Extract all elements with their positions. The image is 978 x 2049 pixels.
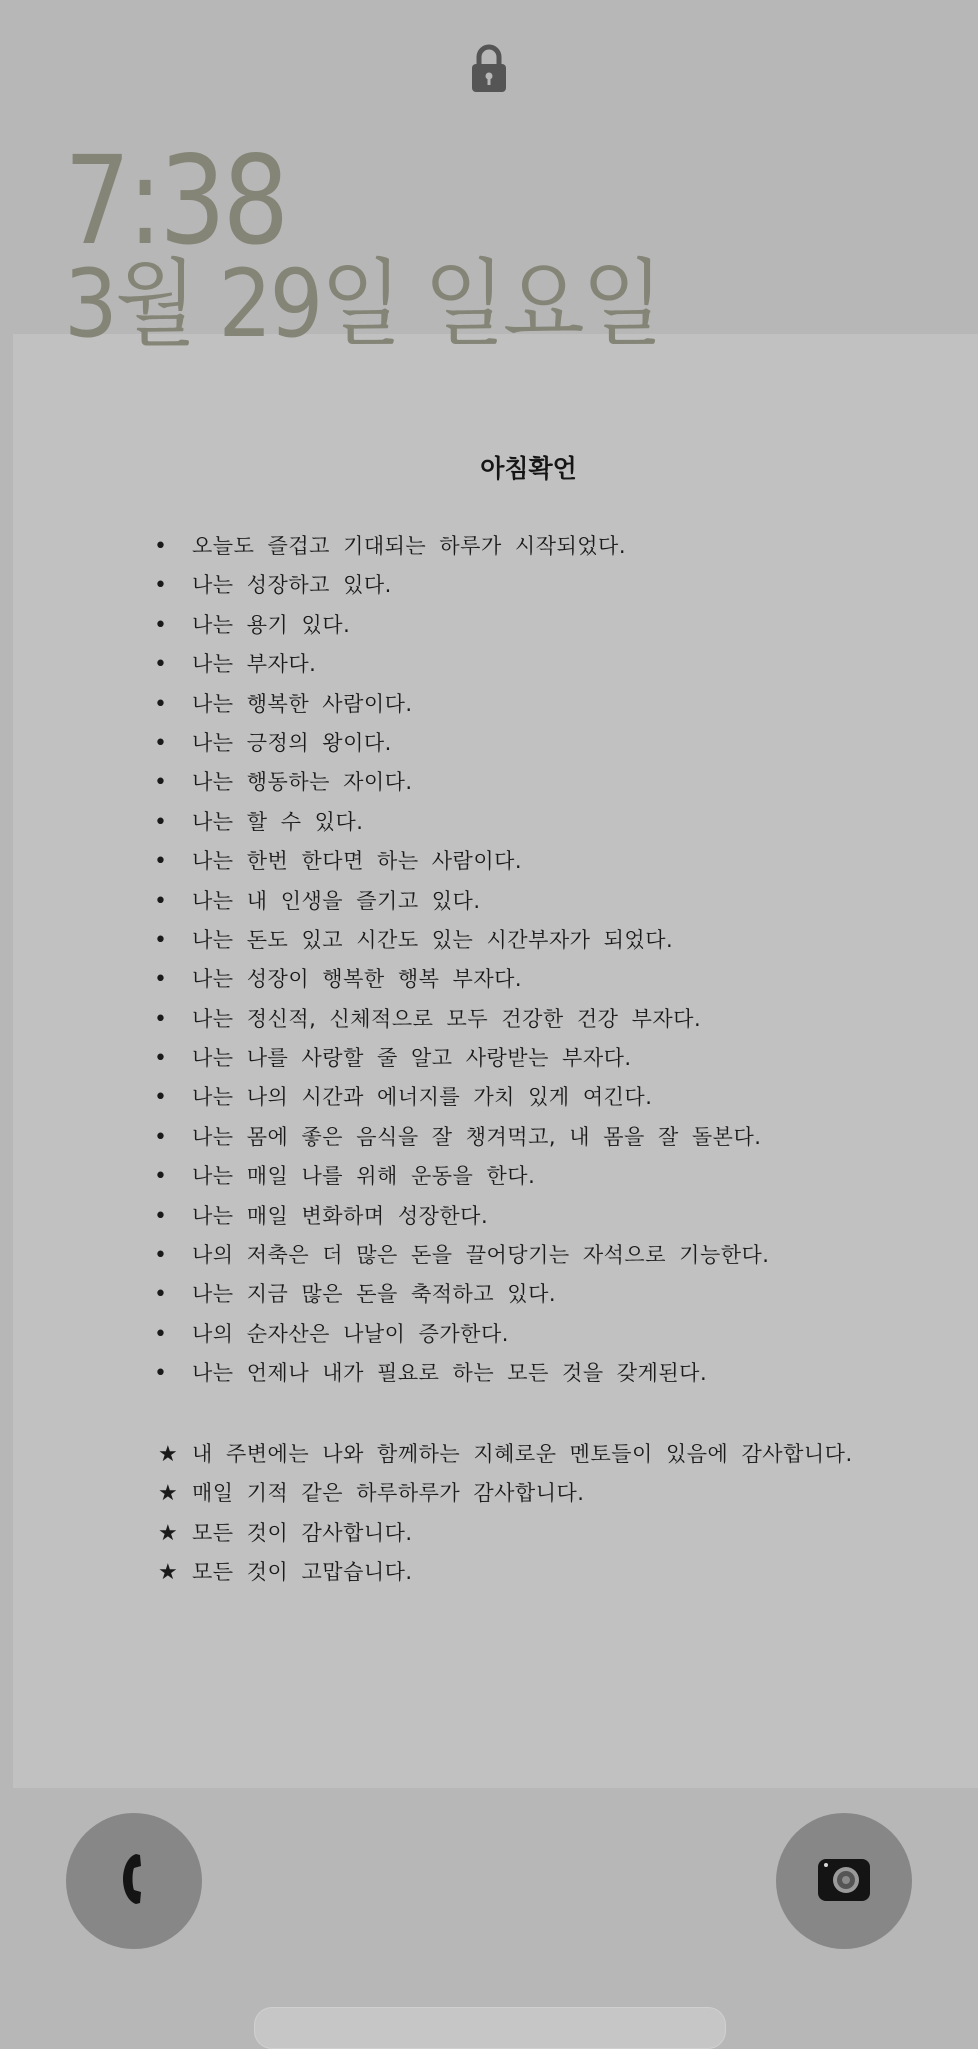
gratitude-item: ★ 매일 기적 같은 하루하루가 감사합니다. (158, 1474, 853, 1513)
affirmation-item: • 나의 저축은 더 많은 돈을 끌어당기는 자석으로 기능한다. (154, 1243, 770, 1269)
gratitude-item: ★ 모든 것이 고맙습니다. (158, 1553, 853, 1592)
affirmation-item: • 나는 성장하고 있다. (154, 573, 392, 599)
affirmation-item: • 나는 부자다. (154, 652, 317, 678)
affirmation-item: • 나는 매일 변화하며 성장한다. (154, 1203, 489, 1229)
home-indicator-handle[interactable] (254, 2007, 726, 2049)
affirmation-item: • 나는 성장이 행복한 행복 부자다. (154, 967, 523, 993)
affirmation-item: • 나는 나의 시간과 에너지를 가치 있게 여긴다. (154, 1085, 653, 1111)
lockscreen-clock: 7:38 (64, 130, 286, 272)
star-icon: ★ (158, 1442, 179, 1467)
affirmation-item: • 나는 지금 많은 돈을 축적하고 있다. (154, 1282, 557, 1308)
affirmation-item: • 나는 언제나 내가 필요로 하는 모든 것을 갖게된다. (154, 1361, 708, 1387)
lockscreen-date: 3월 29일 일요일 (64, 250, 661, 359)
gratitude-list (158, 1435, 853, 1593)
phone-shortcut-button[interactable] (66, 1813, 202, 1949)
padlock-icon (470, 43, 508, 93)
affirmation-item: • 나는 할 수 있다. (154, 809, 364, 835)
affirmation-item: • 나는 용기 있다. (154, 612, 351, 638)
star-icon: ★ (158, 1520, 179, 1546)
gratitude-item: ★ 내 주변에는 나와 함께하는 지혜로운 멘토들이 있음에 감사합니다. (158, 1435, 853, 1474)
affirmation-item: • 나는 매일 나를 위해 운동을 한다. (154, 1164, 536, 1190)
affirmation-item: • 오늘도 즐겁고 기대되는 하루가 시작되었다. (154, 534, 627, 559)
star-icon: ★ (158, 1560, 179, 1586)
note-title: 아침확언 (480, 454, 577, 483)
affirmation-item: • 나는 나를 사랑할 줄 알고 사랑받는 부자다. (154, 1046, 632, 1072)
phone-icon (119, 1851, 149, 1911)
affirmation-item: • 나는 행복한 사람이다. (154, 691, 413, 717)
affirmation-item: • 나는 내 인생을 즐기고 있다. (154, 888, 481, 914)
affirmation-item: • 나는 행동하는 자이다. (154, 770, 413, 796)
affirmation-list (154, 527, 769, 1394)
star-icon: ★ (158, 1481, 179, 1507)
camera-shortcut-button[interactable] (776, 1813, 912, 1949)
affirmation-item: • 나의 순자산은 나날이 증가한다. (154, 1321, 509, 1347)
affirmation-item: • 나는 긍정의 왕이다. (154, 730, 392, 756)
affirmation-item: • 나는 정신적, 신체적으로 모두 건강한 건강 부자다. (154, 1006, 702, 1032)
gratitude-item: ★ 모든 것이 감사합니다. (158, 1514, 853, 1553)
affirmation-item: • 나는 한번 한다면 하는 사람이다. (154, 849, 523, 875)
affirmation-item: • 나는 돈도 있고 시간도 있는 시간부자가 되었다. (154, 927, 674, 953)
affirmation-item: • 나는 몸에 좋은 음식을 잘 챙겨먹고, 내 몸을 잘 돌본다. (154, 1124, 762, 1150)
camera-icon (816, 1855, 872, 1907)
